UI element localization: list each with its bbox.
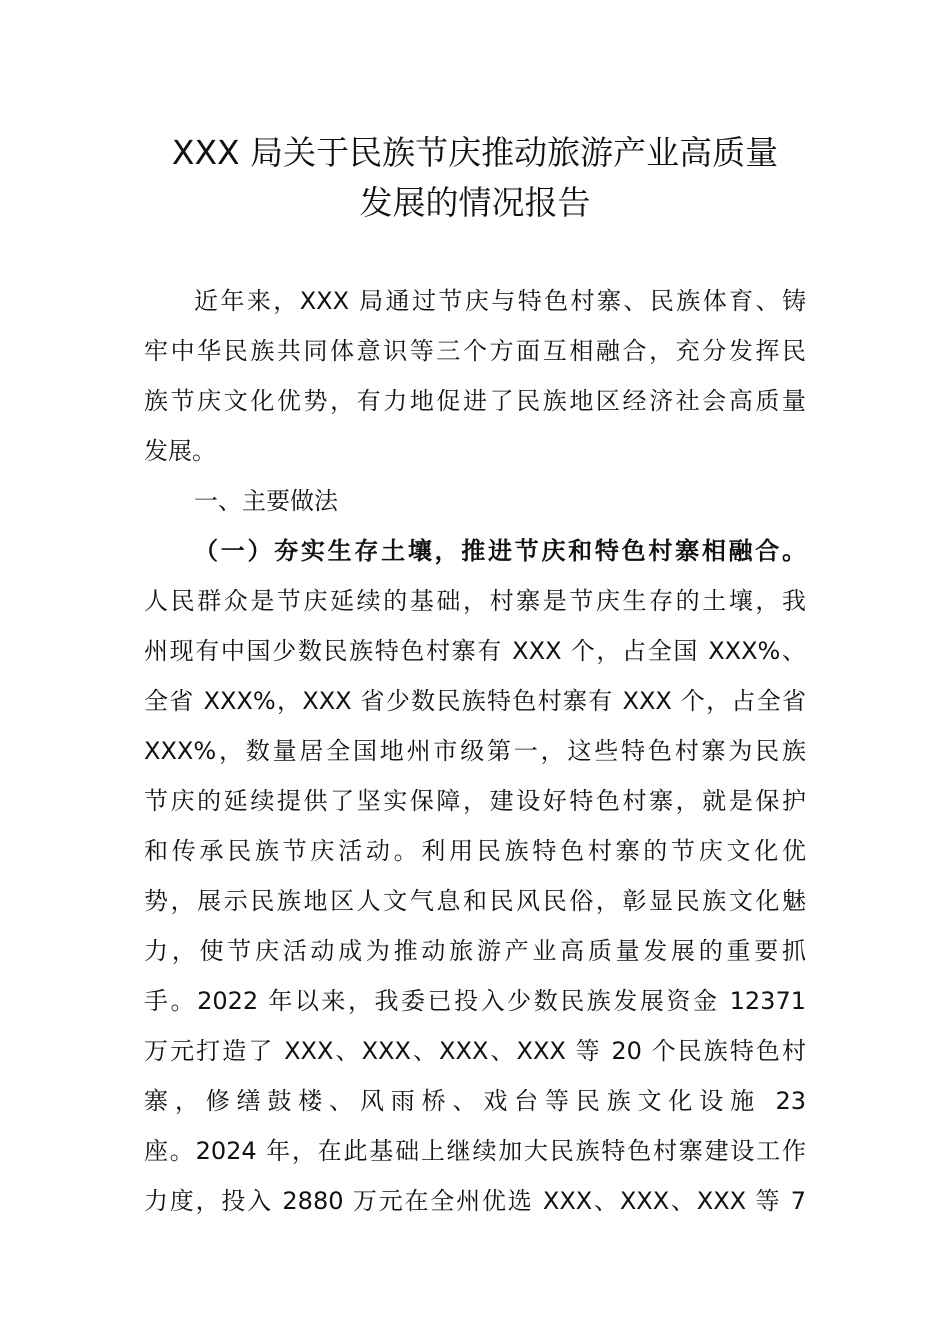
paragraph-line: 座。2024 年，在此基础上继续加大民族特色村寨建设工作 bbox=[144, 1137, 806, 1165]
section-heading: 一、主要做法 bbox=[194, 487, 338, 515]
paragraph-line: 万元打造了 XXX、XXX、XXX、XXX 等 20 个民族特色村 bbox=[144, 1037, 806, 1065]
paragraph-line: 近年来，XXX 局通过节庆与特色村寨、民族体育、铸 bbox=[194, 287, 806, 315]
document-title-line-2: 发展的情况报告 bbox=[359, 183, 591, 222]
paragraph-line: XXX%，数量居全国地州市级第一，这些特色村寨为民族 bbox=[144, 737, 806, 765]
document-title-line-1: XXX 局关于民族节庆推动旅游产业高质量 bbox=[171, 133, 779, 172]
paragraph-line: 手。2022 年以来，我委已投入少数民族发展资金 12371 bbox=[144, 987, 806, 1015]
paragraph-line: 牢中华民族共同体意识等三个方面互相融合，充分发挥民 bbox=[144, 337, 806, 365]
paragraph-line: 族节庆文化优势，有力地促进了民族地区经济社会高质量 bbox=[144, 387, 806, 415]
paragraph-line: 全省 XXX%，XXX 省少数民族特色村寨有 XXX 个，占全省 bbox=[144, 687, 806, 715]
paragraph-line: 人民群众是节庆延续的基础，村寨是节庆生存的土壤，我 bbox=[144, 587, 806, 615]
paragraph-line: 州现有中国少数民族特色村寨有 XXX 个，占全国 XXX%、 bbox=[144, 637, 806, 665]
subsection-heading: （一）夯实生存土壤，推进节庆和特色村寨相融合。 bbox=[194, 537, 806, 565]
paragraph-line: 力，使节庆活动成为推动旅游产业高质量发展的重要抓 bbox=[144, 937, 806, 965]
paragraph-line: 势，展示民族地区人文气息和民风民俗，彰显民族文化魅 bbox=[144, 887, 806, 915]
paragraph-line: 和传承民族节庆活动。利用民族特色村寨的节庆文化优 bbox=[144, 837, 806, 865]
paragraph-line: 寨，修缮鼓楼、风雨桥、戏台等民族文化设施 23 bbox=[144, 1087, 806, 1115]
paragraph-line: 节庆的延续提供了坚实保障，建设好特色村寨，就是保护 bbox=[144, 787, 806, 815]
paragraph-line: 力度，投入 2880 万元在全州优选 XXX、XXX、XXX 等 7 bbox=[144, 1187, 806, 1215]
paragraph-line: 发展。 bbox=[144, 437, 216, 465]
